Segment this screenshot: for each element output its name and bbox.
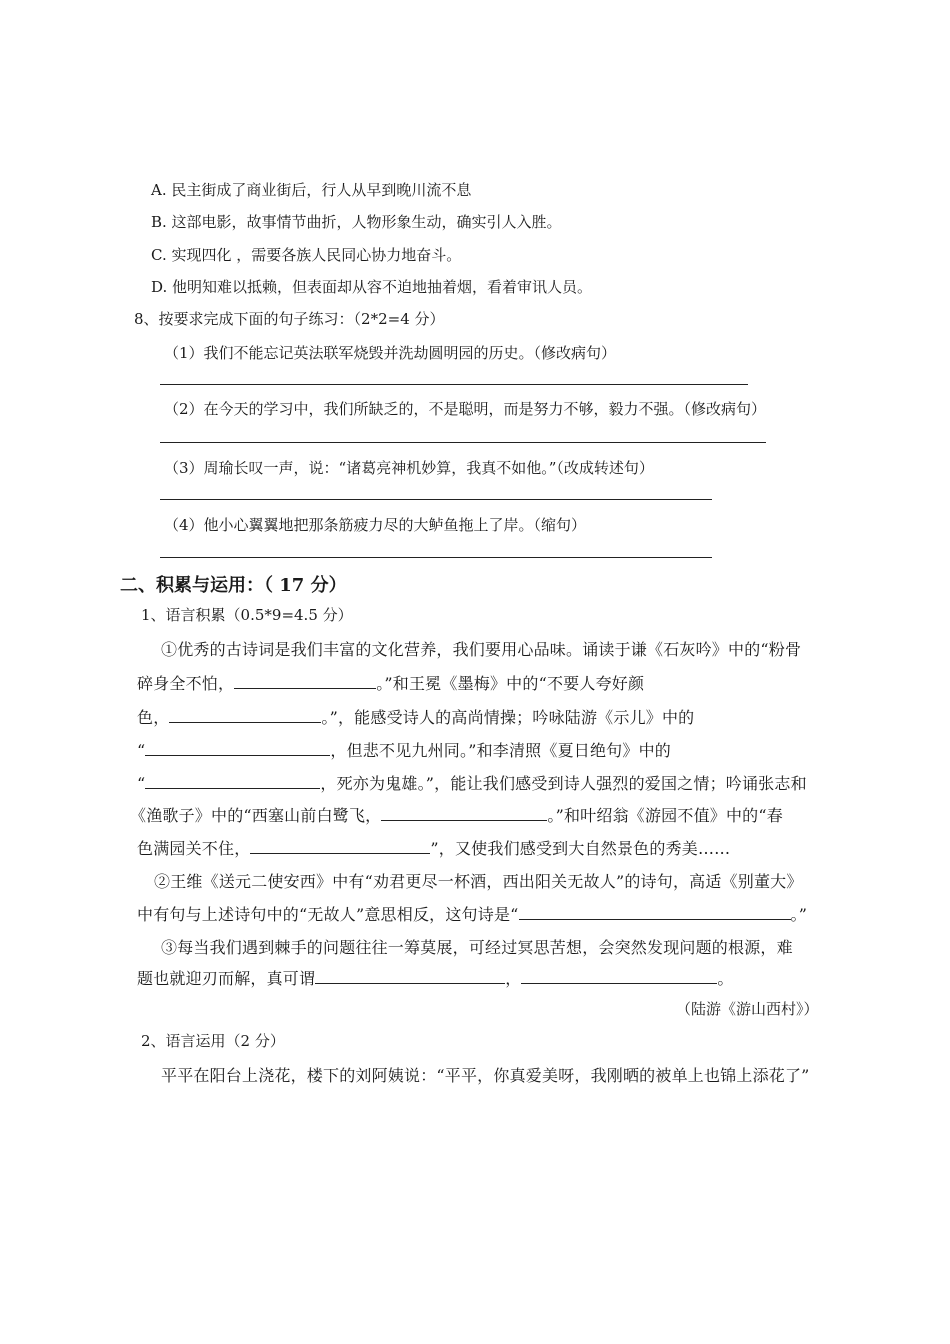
- p1-line2: [137, 671, 644, 694]
- sub1-title: 1、语言积累（0.5*9=4.5 分）: [141, 606, 353, 624]
- p3-line2-c: 。: [717, 969, 734, 988]
- question8-title: 8、按要求完成下面的句子练习：（2*2=4 分）: [134, 310, 445, 328]
- blank-2[interactable]: [169, 707, 321, 723]
- p2-line1: ②王维《送元二使安西》中有“劝君更尽一杯酒，西出阳关无故人”的诗句，高适《别董大》: [154, 872, 803, 891]
- p1-line4-a: “: [137, 741, 146, 760]
- p2-line2-b: 。”: [790, 905, 808, 924]
- p1-line3: [137, 705, 694, 728]
- q8-item-2: （2）在今天的学习中，我们所缺乏的，不是聪明，而是努力不够，毅力不强。（修改病句）: [164, 400, 767, 418]
- p1-line5: [137, 771, 807, 794]
- p1-line5-b: ，死亦为鬼雄。”，能让我们感受到诗人强烈的爱国之情；吟诵张志和: [320, 774, 807, 793]
- p3-line1: ③每当我们遇到棘手的问题往往一筹莫展，可经过冥思苦想，会突然发现问题的根源，难: [161, 938, 793, 957]
- p1-line7-a: 色满园关不住，: [137, 839, 251, 858]
- p1-line6-a: 《渔歌子》中的“西塞山前白鹭飞，: [130, 806, 382, 825]
- answer-line-4[interactable]: [160, 557, 712, 558]
- option-c: C. 实现四化 ，需要各族人民同心协力地奋斗。: [151, 246, 462, 264]
- p3-line2: [137, 966, 734, 989]
- q8-item-1: （1）我们不能忘记英法联军烧毁并洗劫圆明园的历史。（修改病句）: [164, 344, 617, 362]
- q8-item-3: （3）周瑜长叹一声，说：“诸葛亮神机妙算，我真不如他。”（改成转述句）: [164, 459, 654, 477]
- blank-5[interactable]: [381, 805, 547, 821]
- p1-line7: [137, 836, 730, 859]
- p3-line2-b: ，: [505, 969, 522, 988]
- option-a: A. 民主街成了商业街后，行人从早到晚川流不息: [151, 181, 472, 199]
- p1-line4: [137, 738, 671, 761]
- blank-7[interactable]: [519, 904, 791, 920]
- answer-line-3[interactable]: [160, 499, 712, 500]
- option-d: D. 他明知难以抵赖，但表面却从容不迫地抽着烟，看着审讯人员。: [151, 278, 593, 296]
- blank-4[interactable]: [145, 773, 320, 789]
- section2-title: 二、积累与运用：（ 17 分）: [120, 575, 347, 596]
- answer-line-1[interactable]: [160, 384, 748, 385]
- blank-6[interactable]: [250, 838, 430, 854]
- p1-line5-a: “: [137, 774, 146, 793]
- q8-item-4: （4）他小心翼翼地把那条筋疲力尽的大鲈鱼拖上了岸。（缩句）: [164, 516, 587, 534]
- blank-1[interactable]: [234, 673, 376, 689]
- p2-line2-a: 中有句与上述诗句中的“无故人”意思相反，这句诗是“: [137, 905, 519, 924]
- p1-line3-b: 。”，能感受诗人的高尚情操；吟咏陆游《示儿》中的: [321, 708, 695, 727]
- p1-line3-a: 色，: [137, 708, 170, 727]
- p1-line2-a: 碎身全不怕，: [137, 674, 235, 693]
- blank-8[interactable]: [315, 968, 505, 984]
- sub2-title: 2、语言运用（2 分）: [141, 1032, 285, 1050]
- sub2-text: 平平在阳台上浇花，楼下的刘阿姨说：“平平，你真爱美呀，我刚晒的被单上也锦上添花了”: [161, 1066, 810, 1085]
- p3-source: （陆游《游山西村》）: [676, 1000, 819, 1018]
- p1-line1: ①优秀的古诗词是我们丰富的文化营养，我们要用心品味。诵读于谦《石灰吟》中的“粉骨: [161, 640, 802, 659]
- blank-3[interactable]: [145, 740, 330, 756]
- p2-line2: [137, 902, 807, 925]
- p1-line4-b: ，但悲不见九州同。”和李清照《夏日绝句》中的: [330, 741, 671, 760]
- p1-line6: [130, 803, 783, 826]
- blank-9[interactable]: [521, 968, 717, 984]
- p3-line2-a: 题也就迎刃而解，真可谓: [137, 969, 316, 988]
- option-b: B. 这部电影，故事情节曲折，人物形象生动，确实引人入胜。: [151, 213, 562, 231]
- p1-line6-b: 。”和叶绍翁《游园不值》中的“春: [547, 806, 783, 825]
- p1-line7-b: ”，又使我们感受到大自然景色的秀美……: [430, 839, 731, 858]
- p1-line2-b: 。”和王冕《墨梅》中的“不要人夸好颜: [376, 674, 645, 693]
- answer-line-2[interactable]: [160, 442, 766, 443]
